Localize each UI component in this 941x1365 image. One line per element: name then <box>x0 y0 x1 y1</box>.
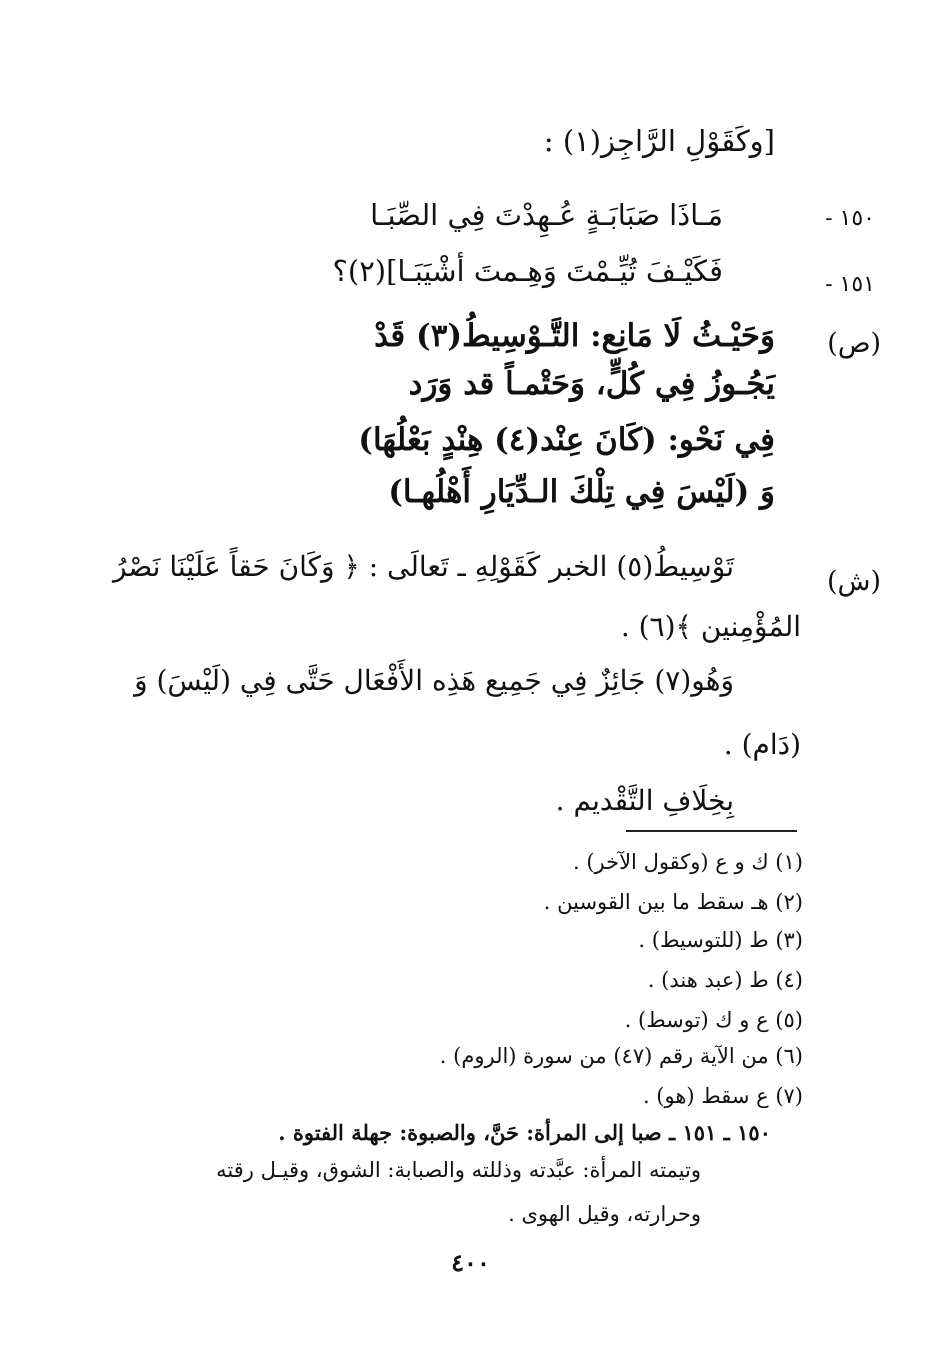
commentary-line: وتيمته المرأة: عبَّدته وذللته والصبابة: الشوق، وقيـل رقته <box>216 1158 701 1182</box>
sharh-line: المُؤْمِنين ﴾(٦) . <box>620 610 801 643</box>
verse-line: فَكَيْـفَ تُيِّـمْتَ وَهِـمتَ أشْيَبَـا](٢)؟ <box>332 254 723 288</box>
commentary-line: وحرارته، وقيل الهوى . <box>508 1202 701 1226</box>
sharh-line: (دَام) . <box>723 728 801 761</box>
footnote: (٣) ط (للتوسيط) . <box>638 928 803 952</box>
matn-line: فِي نَحْو: (كَانَ عِنْد(٤) هِنْدٍ بَعْلُهَا) <box>358 422 775 458</box>
sharh-line: بِخِلَافِ التَّقْديم . <box>555 784 734 817</box>
footnote: (٤) ط (عبد هند) . <box>647 968 803 992</box>
verse-line: مَـاذَا صَبَابَـةٍ عُـهِدْتَ فِي الصِّبَـا <box>370 198 723 232</box>
footnote: (٦) من الآية رقم (٤٧) من سورة (الروم) . <box>439 1044 803 1068</box>
commentary-line: ١٥٠ ـ ١٥١ ـ صبا إلى المرأة: حَنَّ، والصبوة: جهلة الفتوة . <box>278 1120 771 1145</box>
page-number: ٤٠٠ <box>451 1248 490 1277</box>
footnote: (٧) ع سقط (هو) . <box>642 1084 803 1108</box>
footnote: (١) ك و ع (وكقول الآخر) . <box>572 850 803 874</box>
verse-heading: [وكَقَوْلِ الرَّاجِز(١) : <box>543 124 775 158</box>
sharh-line: وَهُو(٧) جَائِزٌ فِي جَمِيع هَذِه الأَفْعَال حَتَّى فِي (لَيْسَ) وَ <box>134 664 734 697</box>
verse-number: ١٥٠ - <box>825 206 875 231</box>
footnote-separator <box>626 830 797 832</box>
matn-line: وَ (لَيْسَ فِي تِلْكَ الـدِّيَارِ أَهْلُهـا) <box>388 474 775 510</box>
matn-line: وَحَيْـثُ لَا مَانِع: التَّـوْسِيطُ(٣) قَدْ <box>374 318 775 354</box>
sharh-line: تَوْسِيطُ(٥) الخبر كَقَوْلِهِ ـ تَعالَى : ﴿ وَكَانَ حَقاً عَلَيْنَا نَصْرُ <box>112 550 734 583</box>
verse-number: ١٥١ - <box>825 272 875 297</box>
footnote: (٥) ع و ك (توسط) . <box>624 1008 803 1032</box>
matn-line: يَجُـوزُ فِي كُلٍّ، وَحَتْمـاً قد وَرَد <box>408 366 775 402</box>
sharh-label: (ش) <box>826 566 881 597</box>
matn-label: (ص) <box>827 328 881 359</box>
footnote: (٢) هـ سقط ما بين القوسين . <box>543 890 803 914</box>
